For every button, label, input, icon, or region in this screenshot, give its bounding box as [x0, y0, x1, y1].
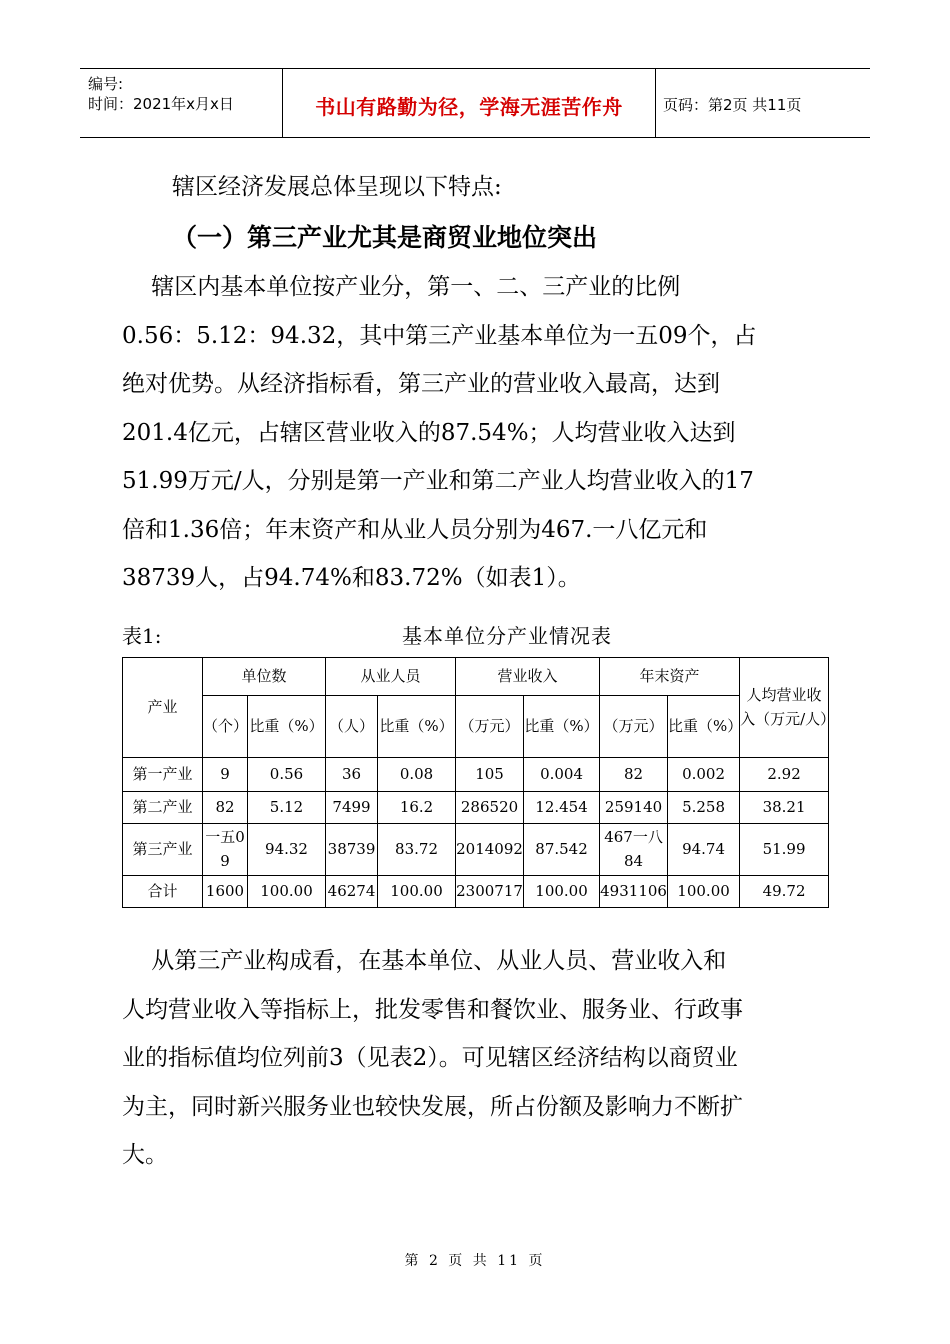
table-cell: 94.32 [248, 824, 326, 876]
paragraph-line: 为主，同时新兴服务业也较快发展，所占份额及影响力不断扩 [122, 1093, 743, 1120]
table-cell: 0.08 [378, 758, 456, 792]
table-cell: 7499 [326, 792, 378, 824]
table-cell: 94.74 [668, 824, 740, 876]
paragraph-line: 人均营业收入等指标上，批发零售和餐饮业、服务业、行政事 [122, 996, 743, 1023]
table-cell: 2300717 [456, 876, 524, 908]
paragraph-line: 51.99万元/人，分别是第一产业和第二产业人均营业收入的17 [122, 468, 754, 494]
paragraph-line: 38739人，占94.74%和83.72%（如表1）。 [122, 565, 581, 591]
table-cell: 16.2 [378, 792, 456, 824]
table-label: 表1: [122, 624, 162, 648]
header-revenue-share: 比重（%） [524, 696, 600, 758]
paragraph-line: 大。 [122, 1142, 168, 1168]
row-label: 第二产业 [123, 792, 203, 824]
table-cell: 100.00 [378, 876, 456, 908]
table-cell: 83.72 [378, 824, 456, 876]
table-cell: 5.12 [248, 792, 326, 824]
table-cell: 286520 [456, 792, 524, 824]
table-cell: 467一八84 [600, 824, 668, 876]
header-assets: 年末资产 [600, 658, 740, 696]
header-units-share: 比重（%） [248, 696, 326, 758]
paragraph-line: 0.56：5.12：94.32，其中第三产业基本单位为一五09个，占 [122, 322, 757, 349]
industry-table [122, 657, 836, 908]
page-footer: 第 2 页 共 11 页 [404, 1253, 546, 1269]
header-units-unit: （个） [203, 696, 248, 758]
header-industry: 产业 [123, 658, 203, 758]
table-cell: 5.258 [668, 792, 740, 824]
table-row [123, 792, 829, 824]
table-cell: 100.00 [524, 876, 600, 908]
table-cell: 0.004 [524, 758, 600, 792]
document-time: 时间：2021年x月x日 [88, 95, 234, 113]
header-motto-cell [282, 69, 656, 137]
header-motto: 书山有路勤为径，学海无涯苦作舟 [315, 95, 623, 119]
table-header-row [123, 658, 829, 696]
table-cell: 36 [326, 758, 378, 792]
header-revenue-unit: （万元） [456, 696, 524, 758]
table-cell: 2.92 [740, 758, 829, 792]
table-cell: 0.002 [668, 758, 740, 792]
header-revenue: 营业收入 [456, 658, 600, 696]
header-employees-unit: （人） [326, 696, 378, 758]
section-heading: （一）第三产业尤其是商贸业地位突出 [172, 223, 598, 252]
document-number: 编号: [88, 75, 124, 93]
paragraph-line: 倍和1.36倍；年末资产和从业人员分别为467.一八亿元和 [122, 516, 708, 543]
header-assets-unit: （万元） [600, 696, 668, 758]
paragraph-line: 辖区内基本单位按产业分，第一、二、三产业的比例 [122, 274, 681, 300]
table-row [123, 876, 829, 908]
header-employees: 从业人员 [326, 658, 456, 696]
table-cell: 12.454 [524, 792, 600, 824]
header-units: 单位数 [203, 658, 326, 696]
paragraph-line: 201.4亿元，占辖区营业收入的87.54%；人均营业收入达到 [122, 419, 736, 446]
paragraph-line: 从第三产业构成看，在基本单位、从业人员、营业收入和 [122, 948, 727, 974]
table-cell: 38739 [326, 824, 378, 876]
header-page-info: 页码：第2页 共11页 [663, 96, 802, 114]
table-cell: 46274 [326, 876, 378, 908]
row-label: 第三产业 [123, 824, 203, 876]
table-cell: 38.21 [740, 792, 829, 824]
intro-text: 辖区经济发展总体呈现以下特点: [172, 174, 502, 200]
table-row [123, 758, 829, 792]
paragraph-line: 绝对优势。从经济指标看，第三产业的营业收入最高，达到 [122, 371, 720, 397]
paragraph-line: 业的指标值均位列前3（见表2）。可见辖区经济结构以商贸业 [122, 1045, 738, 1071]
header-assets-share: 比重（%） [668, 696, 740, 758]
header-per-capita: 人均营业收入（万元/人） [740, 658, 829, 758]
table-cell: 105 [456, 758, 524, 792]
table-title: 基本单位分产业情况表 [402, 624, 612, 648]
header-employees-share: 比重（%） [378, 696, 456, 758]
header-page-cell [655, 69, 870, 137]
table-cell: 0.56 [248, 758, 326, 792]
table-cell: 51.99 [740, 824, 829, 876]
table-body [123, 758, 829, 908]
table-cell: 100.00 [668, 876, 740, 908]
table-cell: 1600 [203, 876, 248, 908]
table-cell: 9 [203, 758, 248, 792]
table-row [123, 824, 829, 876]
table-cell: 87.542 [524, 824, 600, 876]
table-cell: 4931106 [600, 876, 668, 908]
table-cell: 259140 [600, 792, 668, 824]
table-cell: 49.72 [740, 876, 829, 908]
table-cell: 2014092 [456, 824, 524, 876]
table-cell: 82 [203, 792, 248, 824]
row-label: 第一产业 [123, 758, 203, 792]
table-cell: 82 [600, 758, 668, 792]
header-meta [80, 69, 282, 137]
table-cell: 一五09 [203, 824, 248, 876]
page-header [80, 68, 870, 138]
table-cell: 100.00 [248, 876, 326, 908]
table-subheader-row [123, 696, 829, 758]
row-label: 合计 [123, 876, 203, 908]
